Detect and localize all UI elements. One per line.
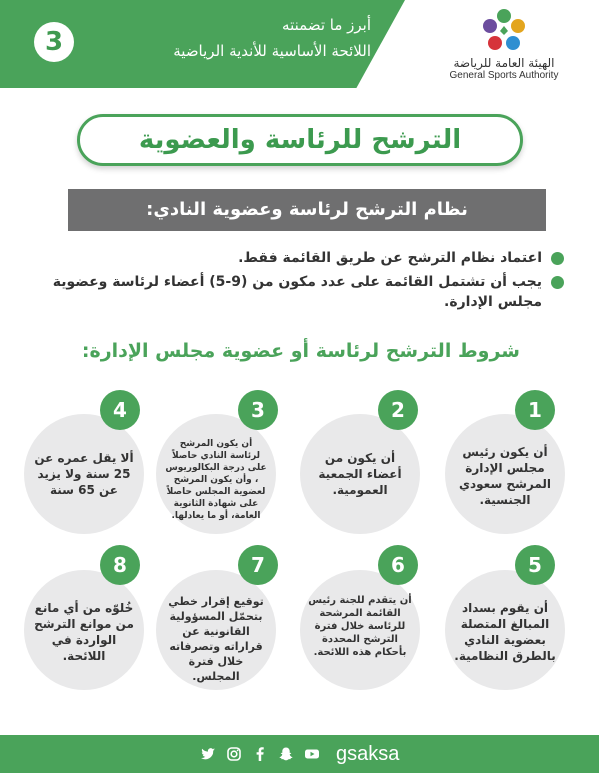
bullet-text: يجب أن تشتمل القائمة على عدد مكون من (9-5) أعضاء لرئاسة وعضوية مجلس الإدارة. <box>52 274 542 310</box>
logo-emblem-icon <box>480 6 528 54</box>
condition-card-3 <box>156 414 276 534</box>
condition-number-7: 7 <box>238 545 278 585</box>
page-title: الترشح للرئاسة والعضوية <box>77 114 523 166</box>
condition-card-2 <box>300 414 420 534</box>
bullet-item <box>50 248 570 268</box>
snapchat-icon[interactable] <box>278 746 294 762</box>
condition-card-4 <box>24 414 144 534</box>
header-line-1: أبرز ما تضمنته <box>282 16 371 34</box>
condition-card-8 <box>24 570 144 690</box>
condition-card-5 <box>445 570 565 690</box>
condition-number-5: 5 <box>515 545 555 585</box>
condition-card-6 <box>300 570 420 690</box>
footer-bar <box>0 735 599 773</box>
bullet-item <box>50 272 570 312</box>
condition-text: توقيع إقرار خطي بتحمّل المسؤولية القانونية عن قراراته وتصرفاته خلال فترة المجلس. <box>168 595 264 683</box>
condition-text: ألا يقل عمره عن 25 سنة ولا يزيد عن 65 سنة <box>34 451 134 497</box>
header-badge-number: 3 <box>34 22 74 62</box>
instagram-icon[interactable] <box>226 746 242 762</box>
subtitle-bar: نظام الترشح لرئاسة وعضوية النادي: <box>68 189 546 231</box>
header-text <box>91 12 371 64</box>
condition-number-2: 2 <box>378 390 418 430</box>
bullet-dot-icon <box>551 252 564 265</box>
condition-text: خُلوّه من أي مانع من موانع الترشح الواردة في اللائحة. <box>34 601 134 663</box>
logo-arabic-name: الهيئة العامة للرياضة <box>453 56 555 70</box>
condition-text: أن يكون رئيس مجلس الإدارة المرشح سعودي الجنسية. <box>458 445 551 507</box>
condition-number-1: 1 <box>515 390 555 430</box>
facebook-icon[interactable] <box>252 746 268 762</box>
condition-text: أن يكون المرشح لرئاسة النادي حاصلاً على درجة البكالوريوس ، وأن يكون المرشح لعضوية المجلس حاصلاً على شهادة الثانوية العامة، أو ما يعادلها. <box>165 439 267 521</box>
condition-text: أن يكون من أعضاء الجمعية العمومية. <box>318 451 402 497</box>
conditions-heading: شروط الترشح لرئاسة أو عضوية مجلس الإدارة: <box>81 340 520 362</box>
condition-text: أن يتقدم للجنة رئيس القائمة المرشحة للرئاسة خلال فترة الترشح المحددة بأحكام هذه اللائحة. <box>308 595 412 658</box>
youtube-icon[interactable] <box>304 746 320 762</box>
social-row <box>200 742 399 766</box>
condition-card-1 <box>445 414 565 534</box>
condition-number-6: 6 <box>378 545 418 585</box>
bullet-text: اعتماد نظام الترشح عن طريق القائمة فقط. <box>238 250 542 266</box>
header-line-2: اللائحة الأساسية للأندية الرياضية <box>173 42 371 60</box>
authority-logo <box>429 6 579 90</box>
condition-number-8: 8 <box>100 545 140 585</box>
logo-english-name: General Sports Authority <box>449 70 559 81</box>
condition-text: أن يقوم بسداد المبالغ المتصلة بعضوية النادي بالطرق النظامية. <box>454 601 556 663</box>
twitter-icon[interactable] <box>200 746 216 762</box>
bullet-dot-icon <box>551 276 564 289</box>
condition-number-3: 3 <box>238 390 278 430</box>
condition-card-7 <box>156 570 276 690</box>
bullet-list <box>50 248 570 316</box>
social-handle[interactable]: gsaksa <box>336 742 400 765</box>
condition-number-4: 4 <box>100 390 140 430</box>
